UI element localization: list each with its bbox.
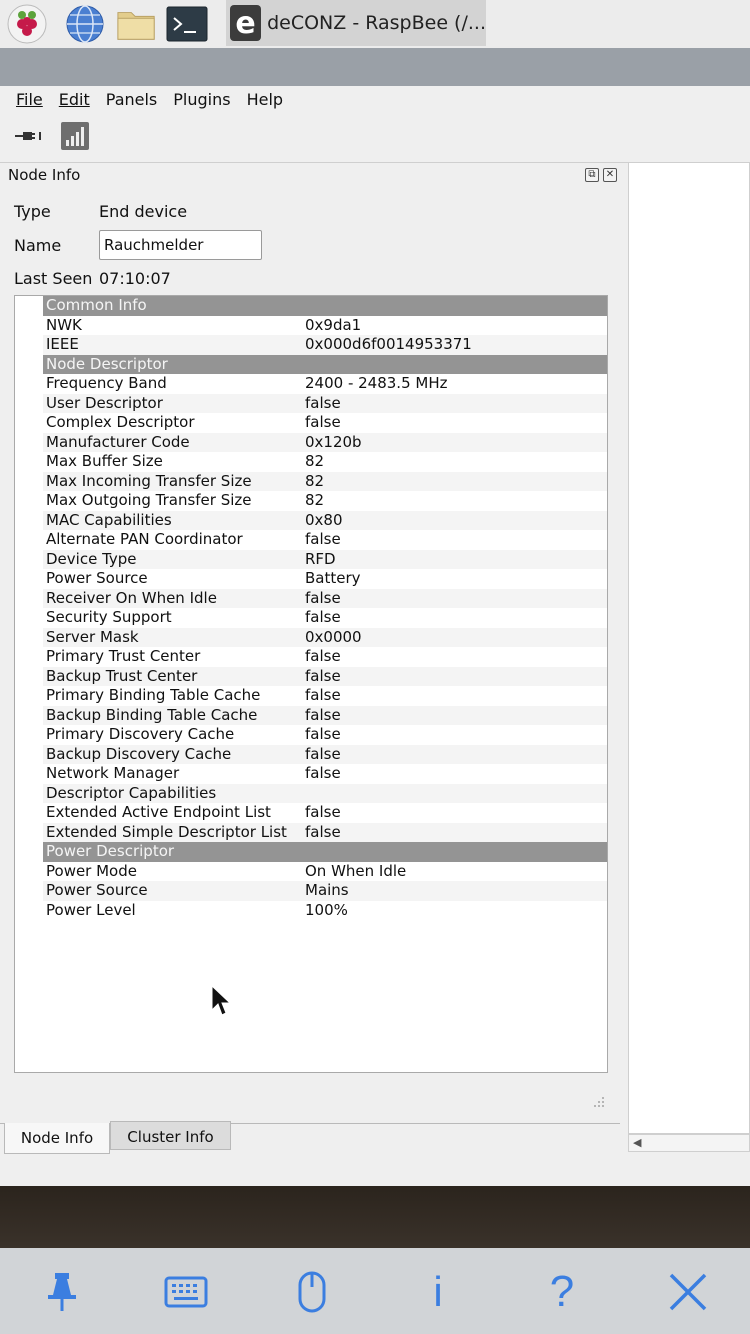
tree-row-key: Receiver On When Idle xyxy=(46,588,217,607)
tree-row-value: false xyxy=(305,744,341,763)
tree-row-value: false xyxy=(305,530,341,548)
tree-row[interactable] xyxy=(43,764,608,784)
tree-row-key: Primary Trust Center xyxy=(46,647,201,665)
tree-row-value: 0x80 xyxy=(305,510,343,529)
window-titlebar[interactable] xyxy=(0,48,750,86)
tree-row[interactable] xyxy=(43,706,608,726)
tree-row-value: false xyxy=(305,608,341,626)
tree-row[interactable] xyxy=(43,667,608,687)
taskbar-deconz-task[interactable] xyxy=(226,0,486,46)
desktop-wallpaper xyxy=(0,1186,750,1248)
menu-plugins[interactable]: Plugins xyxy=(173,89,231,109)
tree-row-key: IEEE xyxy=(46,335,79,353)
dock-tabbar xyxy=(0,1121,628,1157)
tree-row-key: Power Level xyxy=(46,900,136,919)
tree-row[interactable] xyxy=(43,316,608,336)
tree-row[interactable] xyxy=(43,823,608,843)
tree-row[interactable] xyxy=(43,452,608,472)
tree-row[interactable] xyxy=(43,745,608,765)
web-browser-icon[interactable] xyxy=(64,4,106,44)
tree-row[interactable] xyxy=(43,784,608,804)
tree-row-key: Power Mode xyxy=(46,861,137,880)
tree-row-key: Alternate PAN Coordinator xyxy=(46,530,243,548)
tree-row-value: false xyxy=(305,764,341,782)
tree-row-key: Security Support xyxy=(46,608,172,626)
tree-row-value: false xyxy=(305,647,341,665)
deconz-logo-icon: e xyxy=(230,5,261,41)
tree-row[interactable] xyxy=(43,647,608,667)
tree-row[interactable] xyxy=(43,413,608,433)
tree-row-key: Primary Binding Table Cache xyxy=(46,686,261,704)
tree-row-value: false xyxy=(305,666,341,685)
type-label: Type xyxy=(14,202,51,221)
tree-row-value: false xyxy=(305,588,341,607)
tree-row-value: 82 xyxy=(305,452,325,470)
tree-row-key: Extended Active Endpoint List xyxy=(46,803,271,821)
pin-icon[interactable] xyxy=(38,1268,86,1316)
tree-row[interactable] xyxy=(43,511,608,531)
remote-control-bar xyxy=(0,1248,750,1334)
help-icon[interactable]: ? xyxy=(549,1267,575,1316)
tree-row-key: Complex Descriptor xyxy=(46,413,195,431)
tree-row-value: 0x000d6f0014953371 xyxy=(305,335,472,353)
tree-row[interactable] xyxy=(43,550,608,570)
tree-row-key: User Descriptor xyxy=(46,393,163,412)
dock-float-icon[interactable]: ⧉ xyxy=(585,168,599,182)
tree-row[interactable] xyxy=(43,881,608,901)
tree-row-value: 2400 - 2483.5 MHz xyxy=(305,374,448,392)
tree-row-value: 0x120b xyxy=(305,432,362,451)
last-seen-value: 07:10:07 xyxy=(99,269,171,288)
toolbar xyxy=(0,114,750,158)
menubar xyxy=(0,86,750,112)
tree-row-key: Backup Binding Table Cache xyxy=(46,705,258,724)
tree-row-key: Server Mask xyxy=(46,627,139,646)
tree-row[interactable] xyxy=(43,725,608,745)
tree-row[interactable] xyxy=(43,862,608,882)
tree-row-key: Frequency Band xyxy=(46,374,167,392)
tree-row[interactable] xyxy=(43,628,608,648)
tree-row-value: false xyxy=(305,413,341,431)
tree-row-value: Battery xyxy=(305,569,361,587)
info-icon[interactable]: i xyxy=(433,1268,443,1315)
tab-cluster-info[interactable]: Cluster Info xyxy=(110,1121,231,1150)
tree-section-header[interactable]: Node Descriptor xyxy=(43,355,608,375)
menu-file[interactable]: File xyxy=(16,89,43,109)
tree-row[interactable] xyxy=(43,394,608,414)
tree-row-key: Descriptor Capabilities xyxy=(46,783,217,802)
tree-row-value: Mains xyxy=(305,881,349,899)
node-info-dock xyxy=(0,162,628,1162)
tree-row-value: 82 xyxy=(305,471,325,490)
tree-row[interactable] xyxy=(43,433,608,453)
tree-row-value: false xyxy=(305,725,341,743)
tab-node-info[interactable]: Node Info xyxy=(4,1123,110,1154)
terminal-icon[interactable] xyxy=(166,4,208,44)
tree-row-key: Max Outgoing Transfer Size xyxy=(46,491,252,509)
resize-grip-icon[interactable] xyxy=(590,1093,606,1109)
file-manager-icon[interactable] xyxy=(116,4,158,44)
tree-row-key: MAC Capabilities xyxy=(46,510,172,529)
tree-row-key: Backup Trust Center xyxy=(46,666,198,685)
mouse-icon[interactable] xyxy=(288,1268,336,1316)
tree-row-value: 82 xyxy=(305,491,325,509)
horizontal-scrollbar[interactable] xyxy=(628,1134,750,1152)
tree-row-value: 0x9da1 xyxy=(305,315,362,334)
menu-panels[interactable]: Panels xyxy=(105,89,158,109)
tree-row-key: Max Incoming Transfer Size xyxy=(46,471,252,490)
tree-row-value: false xyxy=(305,803,341,821)
keyboard-icon[interactable] xyxy=(162,1268,210,1316)
tree-row-key: Max Buffer Size xyxy=(46,452,163,470)
tree-row[interactable] xyxy=(43,374,608,394)
tree-row-key: Extended Simple Descriptor List xyxy=(46,822,287,841)
raspberry-menu-icon[interactable] xyxy=(6,4,48,44)
tree-row[interactable] xyxy=(43,901,608,921)
tree-row[interactable] xyxy=(43,491,608,511)
node-info-tree[interactable] xyxy=(14,295,608,1073)
tree-row[interactable] xyxy=(43,569,608,589)
menu-edit[interactable]: Edit xyxy=(58,89,90,109)
tree-row-key: Backup Discovery Cache xyxy=(46,744,232,763)
tree-row-value: On When Idle xyxy=(305,861,407,880)
close-icon[interactable] xyxy=(664,1268,712,1316)
tree-row[interactable] xyxy=(43,472,608,492)
tree-row-value: 100% xyxy=(305,900,348,919)
taskbar xyxy=(0,0,750,48)
last-seen-label: Last Seen xyxy=(14,269,93,288)
tree-section-header[interactable]: Power Descriptor xyxy=(43,842,608,862)
type-value: End device xyxy=(99,202,188,221)
tree-row-key: NWK xyxy=(46,315,82,334)
tree-row-key: Power Source xyxy=(46,881,148,899)
network-signal-icon[interactable] xyxy=(60,122,90,150)
dock-title: Node Info xyxy=(8,166,81,184)
tree-row-key: Network Manager xyxy=(46,764,180,782)
tree-row[interactable] xyxy=(43,686,608,706)
name-input[interactable] xyxy=(99,230,262,260)
tree-row-value: false xyxy=(305,705,341,724)
tree-row-value: RFD xyxy=(305,549,336,568)
tree-row[interactable] xyxy=(43,589,608,609)
right-panel xyxy=(628,162,750,1170)
tree-row[interactable] xyxy=(43,608,608,628)
tree-section-header[interactable]: Common Info xyxy=(43,296,608,316)
tree-row-value: false xyxy=(305,686,341,704)
node-view[interactable] xyxy=(628,162,750,1134)
tree-row[interactable] xyxy=(43,530,608,550)
tree-row-key: Power Source xyxy=(46,569,148,587)
tree-row-value: false xyxy=(305,393,341,412)
tree-row-key: Device Type xyxy=(46,549,137,568)
dock-close-icon[interactable]: ✕ xyxy=(603,168,617,182)
tree-row-value: false xyxy=(305,822,341,841)
name-label: Name xyxy=(14,236,62,255)
connect-plug-icon[interactable] xyxy=(14,122,46,150)
task-label: deCONZ - RaspBee (/... xyxy=(267,12,486,34)
tree-row[interactable] xyxy=(43,335,608,355)
tree-row-key: Manufacturer Code xyxy=(46,432,190,451)
mouse-pointer-icon xyxy=(211,985,233,1019)
menu-help[interactable]: Help xyxy=(246,89,284,109)
tree-row-value: 0x0000 xyxy=(305,627,362,646)
tree-row-key: Primary Discovery Cache xyxy=(46,725,235,743)
tree-row[interactable] xyxy=(43,803,608,823)
scroll-left-icon[interactable]: ◀ xyxy=(633,1136,642,1149)
